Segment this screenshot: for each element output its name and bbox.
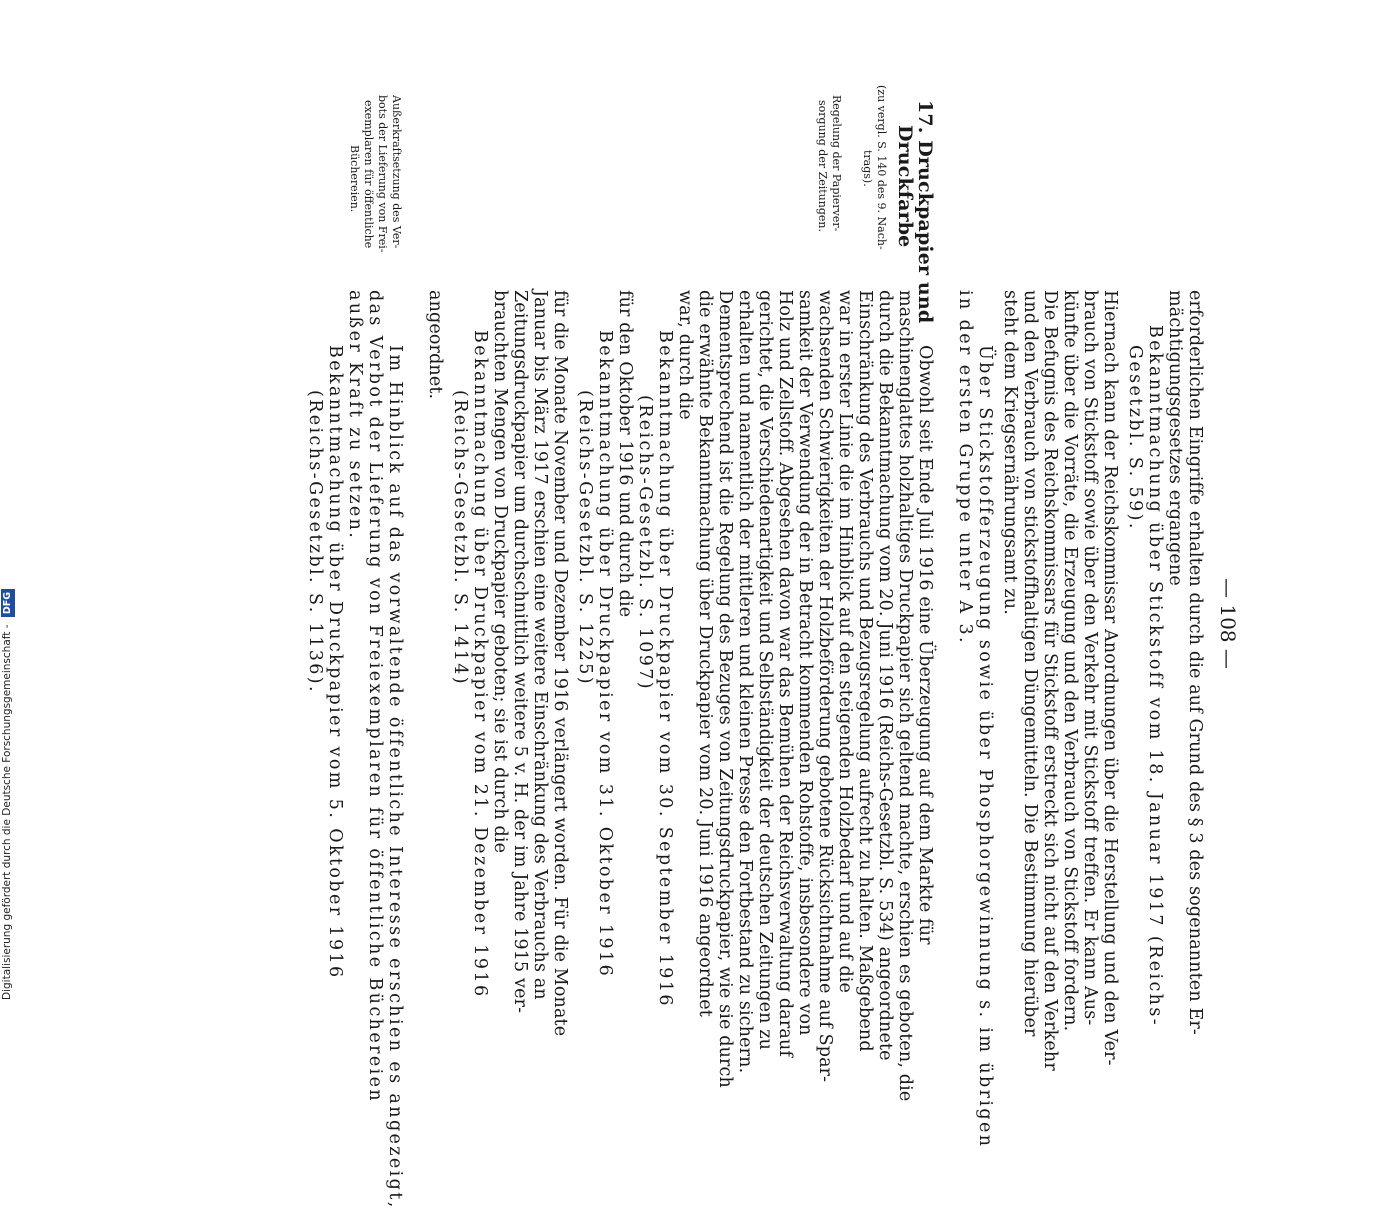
margin-note: Büchereien.	[348, 145, 361, 213]
dfg-logo: DFG	[1, 589, 15, 617]
text-line: (Reichs-Gesetzbl. S. 1225)	[575, 390, 595, 687]
text-line: steht dem Kriegsernährungsamt zu.	[1000, 290, 1020, 615]
margin-note: sorgung der Zeitungen.	[816, 100, 829, 232]
text-line: Gesetzbl. S. 59).	[1125, 345, 1145, 531]
text-line: angeordnet.	[425, 290, 445, 400]
text-line: wachsenden Schwierigkeiten der Holzbeförderung gebotene Rücksichtnahme auf Spar-	[815, 290, 835, 1083]
text-line: für den Oktober 1916 und durch die	[615, 290, 635, 618]
text-line: und den Verbrauch von stickstoffhaltigen Düngemitteln. Die Bestimmung hierüber	[1020, 290, 1040, 1037]
text-line: gerichtet, die Verschiedenartigkeit und Selbständigkeit der deutschen Zeitungen zu	[755, 290, 775, 1051]
text-line: Bekanntmachung über Druckpapier vom 21. Dezember 1916	[470, 330, 490, 999]
text-line: künfte über die Vorräte, die Erzeugung und den Verbrauch von Stickstoff fordern.	[1060, 290, 1080, 1032]
text-line: war, durch die	[675, 290, 695, 420]
section-reference: trags).	[861, 150, 874, 187]
margin-note: Regelung der Papierver-	[830, 95, 843, 232]
text-line: Einschränkung des Verbrauchs und Bezugsregelung aufrecht zu halten. Maßgebend	[855, 290, 875, 1052]
text-line: Bekanntmachung über Druckpapier vom 31. Oktober 1916	[595, 330, 615, 979]
page-number: — 108 —	[1216, 578, 1240, 669]
text-line: (Reichs-Gesetzbl. S. 1414)	[450, 390, 470, 687]
footer-credit	[0, 591, 14, 1000]
text-line: brauch von Stickstoff sowie über den Verkehr mit Stickstoff treffen. Er kann Aus-	[1080, 290, 1100, 1026]
section-heading: 17. Druckpapier und	[914, 100, 936, 324]
section-heading: Druckfarbe	[894, 125, 916, 248]
text-line: Im Hinblick auf das vorwaltende öffentliche Interesse erschien es angezeigt,	[385, 345, 405, 1210]
text-line: brauchten Mengen von Druckpapier geboten; sie ist durch die	[490, 290, 510, 854]
text-line: Bekanntmachung über Stickstoff vom 18. Januar 1917 (Reichs-	[1145, 325, 1165, 1028]
text-line: durch die Bekanntmachung vom 20. Juni 1916 (Reichs-Gesetzbl. S. 534) angeordnete	[875, 290, 895, 1061]
text-line: maschinenglattes holzhaltiges Druckpapier sich geltend machte, erschien es geboten, die	[895, 290, 915, 1102]
text-line: erhalten und namentlich der mittleren und kleinen Presse den Fortbestand zu sichern.	[735, 290, 755, 1074]
text-line: Bekanntmachung über Druckpapier vom 5. Oktober 1916	[325, 345, 345, 980]
text-line: Holz und Zellstoff. Abgesehen davon war das Bemühen der Reichsverwaltung darauf	[775, 290, 795, 1058]
text-line: Zeitungsdruckpapier um durchschnittlich weitere 5 v. H. der im Jahre 1915 ver-	[510, 290, 530, 1014]
text-line: die erwähnte Bekanntmachung über Druckpapier vom 20. Juni 1916 angeordnet	[695, 290, 715, 1017]
text-line: Januar bis März 1917 erschien eine weitere Einschränkung des Verbrauchs an	[530, 290, 550, 1000]
document-page	[110, 0, 1240, 1210]
margin-note: bots der Lieferung von Frei-	[376, 95, 389, 253]
text-line: Dementsprechend ist die Regelung des Bezuges von Zeitungsdruckpapier, wie sie durch	[715, 290, 735, 1088]
text-line: Die Befugnis des Reichskommissars für Stickstoff erstreckt sich nicht auf den Verkehr	[1040, 290, 1060, 1071]
text-line: Bekanntmachung über Druckpapier vom 30. September 1916	[655, 330, 675, 1008]
text-line: (Reichs-Gesetzbl. S. 1136).	[305, 390, 325, 694]
text-line: Hiernach kann der Reichskommissar Anordnungen über die Herstellung und den Ver-	[1100, 290, 1120, 1066]
credit-text: Digitalisierung gefördert durch die Deutsche Forschungsgemeinschaft -	[1, 624, 13, 1000]
text-line: Obwohl seit Ende Juli 1916 eine Überzeugung auf dem Markte für	[915, 345, 935, 945]
margin-note: exemplaren für öffentliche	[362, 100, 375, 249]
text-line: samkeit der Verwendung der in Betracht kommenden Rohstoffe, insbesondere von	[795, 290, 815, 1036]
text-line: erforderlichen Eingriffe erhalten durch die auf Grund des § 3 des sogenannten Er-	[1185, 290, 1205, 1035]
text-line: das Verbot der Lieferung von Freiexemplaren für öffentliche Büchereien	[365, 290, 385, 1104]
section-reference: (zu vergl. S. 140 des 9. Nach-	[875, 85, 888, 250]
text-line: war in erster Linie die im Hinblick auf den steigenden Holzbedarf und auf die	[835, 290, 855, 994]
text-line: in der ersten Gruppe unter A 3.	[955, 290, 975, 645]
text-line: (Reichs-Gesetzbl. S. 1097)	[635, 395, 655, 692]
text-line: außer Kraft zu setzen.	[345, 290, 365, 541]
text-line: mächtigungsgesetzes ergangene	[1165, 290, 1185, 586]
text-line: für die Monate November und Dezember 1916 verlängert worden. Für die Monate	[550, 290, 570, 1037]
text-line: Über Stickstofferzeugung sowie über Phosphorgewinnung s. im übrigen	[975, 345, 995, 1149]
margin-note: Außerkraftsetzung des Ver-	[390, 95, 403, 249]
